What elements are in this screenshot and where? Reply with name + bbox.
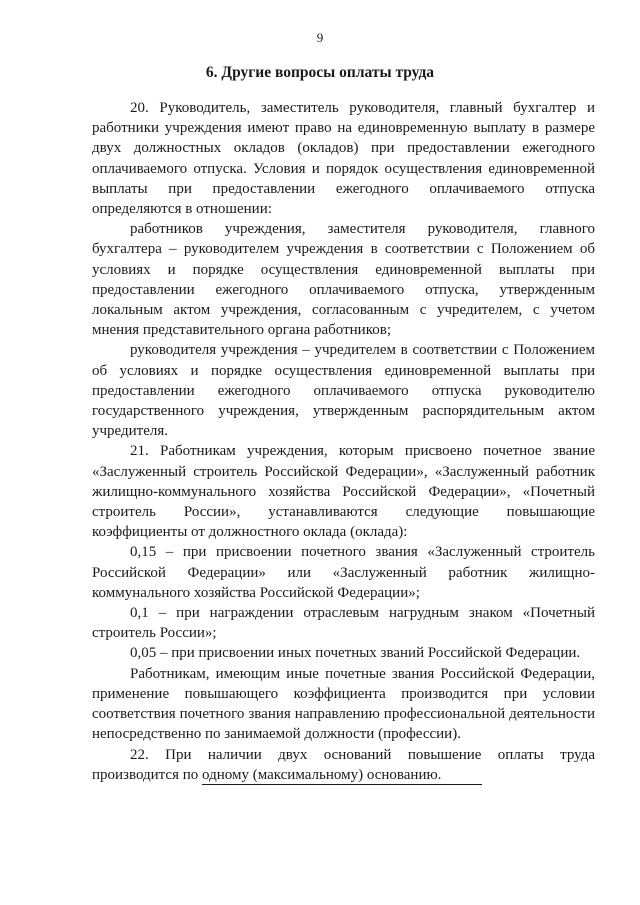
paragraph-20-intro: 20. Руководитель, заместитель руководителя, главный бухгалтер и работники учреждения имеют право на единовременную выплату в размере двух должностных окладов (окладов) при предоставлении ежегодного оплачиваемого отпуска. Условия и порядок осуществления единовременной выплаты при предоставлении ежегодного оплачиваемого отпуска определяются в отношении: [92, 100, 595, 218]
paragraph-20-director: руководителя учреждения – учредителем в соответствии с Положением об условиях и порядке осуществления единовременной выплаты при предоставлении ежегодного оплачиваемого отпуска руководителю государственного учреждения, утвержденным распорядительным актом учредителя. [92, 342, 595, 440]
section-title: 6. Другие вопросы оплаты труда [205, 64, 435, 81]
document-body [92, 98, 595, 785]
paragraph-21-coef-01: 0,1 – при награждении отраслевым нагрудным знаком «Почетный строитель России»; [92, 605, 595, 642]
page-number: 9 [316, 30, 324, 45]
paragraph-20-employees: работников учреждения, заместителя руководителя, главного бухгалтера – руководителем учреждения в соответствии с Положением об условиях и порядке осуществления единовременной выплаты при предоставлении ежегодного оплачиваемого отпуска, утвержденным локальным актом учреждения, согласованным с учредителем, с учетом мнения представительного органа работников; [92, 221, 595, 339]
paragraph-22: 22. При наличии двух оснований повышение оплаты труда производится по одному (максимальному) основанию. [92, 746, 595, 783]
paragraph-21-coef-015: 0,15 – при присвоении почетного звания «Заслуженный строитель Российской Федерации» или «Заслуженный работник жилищно-коммунального хозяйства Российской Федерации»; [92, 544, 595, 601]
paragraph-21-coef-005: 0,05 – при присвоении иных почетных званий Российской Федерации. [130, 645, 581, 662]
end-of-document-rule [202, 784, 482, 785]
paragraph-21-condition: Работникам, имеющим иные почетные звания Российской Федерации, применение повышающего коэффициента производится при условии соответствия почетного звания направлению профессиональной деятельности непосредственно по занимаемой должности (профессии). [92, 665, 595, 743]
paragraph-21-intro: 21. Работникам учреждения, которым присвоено почетное звание «Заслуженный строитель Российской Федерации», «Заслуженный работник жилищно-коммунального хозяйства Российской Федерации», «Почетный строитель России», устанавливаются следующие повышающие коэффициенты от должностного оклада (оклада): [92, 443, 595, 541]
